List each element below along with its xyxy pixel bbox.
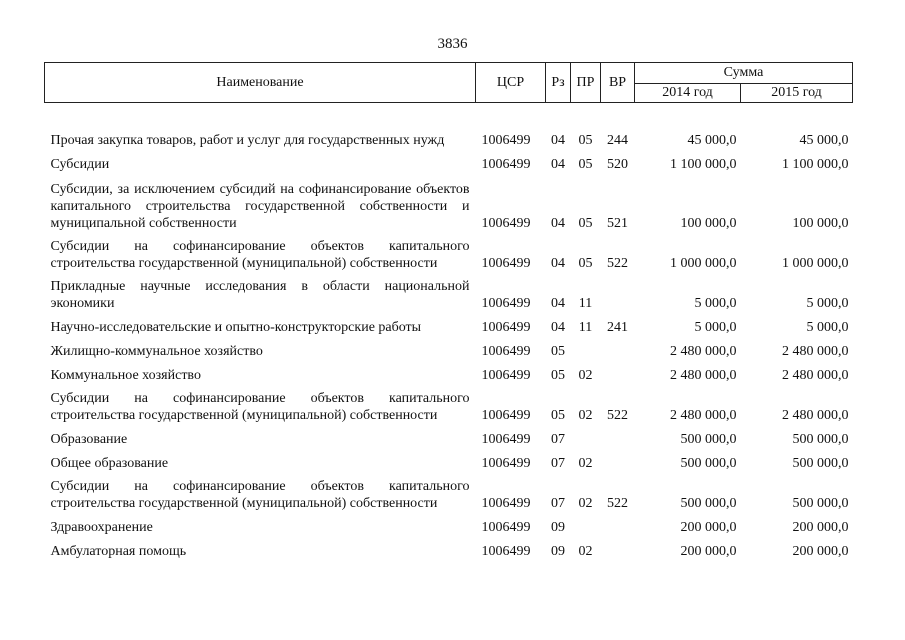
table-row xyxy=(45,103,853,150)
row-csr: 1006499 xyxy=(481,157,531,172)
row-sum-2015: 200 000,0 xyxy=(792,544,849,559)
row-sum-2015: 500 000,0 xyxy=(792,456,849,471)
row-name: Прочая закупка товаров, работ и услуг для государственных нужд xyxy=(50,133,445,148)
header-sum: Сумма xyxy=(635,63,853,84)
row-sum-2014: 2 480 000,0 xyxy=(670,408,737,423)
row-sum-2014: 200 000,0 xyxy=(680,544,737,559)
row-name: Жилищно-коммунальное хозяйство xyxy=(50,344,263,359)
row-rz: 07 xyxy=(551,496,565,511)
row-csr: 1006499 xyxy=(481,216,531,231)
row-csr: 1006499 xyxy=(481,408,531,423)
row-pr: 05 xyxy=(578,157,593,172)
row-vr: 522 xyxy=(607,496,628,511)
row-sum-2014: 5 000,0 xyxy=(694,296,737,311)
row-sum-2015: 1 000 000,0 xyxy=(782,256,849,271)
row-vr xyxy=(601,536,635,560)
row-rz: 05 xyxy=(551,344,565,359)
table-body xyxy=(45,103,853,561)
table-row xyxy=(45,312,853,336)
table-row xyxy=(45,336,853,360)
row-csr: 1006499 xyxy=(481,368,531,383)
page-number: 3836 xyxy=(437,36,468,52)
header-year-2015: 2015 год xyxy=(741,84,853,103)
row-pr: 11 xyxy=(578,320,593,335)
row-csr: 1006499 xyxy=(481,256,531,271)
row-csr: 1006499 xyxy=(481,344,531,359)
row-rz: 05 xyxy=(551,408,565,423)
row-name: Коммунальное хозяйство xyxy=(50,368,201,383)
table-row xyxy=(45,360,853,384)
header-year-2014: 2014 год xyxy=(635,84,741,103)
row-sum-2014: 500 000,0 xyxy=(680,432,737,447)
row-rz: 05 xyxy=(551,368,565,383)
table-header xyxy=(45,63,853,103)
row-vr xyxy=(601,512,635,536)
row-pr: 11 xyxy=(578,296,593,311)
row-csr: 1006499 xyxy=(481,496,531,511)
table-row xyxy=(45,536,853,560)
row-vr: 241 xyxy=(607,320,628,335)
header-vr: ВР xyxy=(601,63,635,103)
row-rz: 07 xyxy=(551,432,565,447)
row-name: Образование xyxy=(50,432,128,447)
row-sum-2015: 100 000,0 xyxy=(792,216,849,231)
row-rz: 04 xyxy=(551,296,565,311)
row-csr: 1006499 xyxy=(481,456,531,471)
row-name: Здравоохранение xyxy=(50,520,153,535)
row-rz: 09 xyxy=(551,520,565,535)
row-pr: 02 xyxy=(578,456,593,471)
row-sum-2014: 2 480 000,0 xyxy=(670,368,737,383)
row-sum-2015: 500 000,0 xyxy=(792,496,849,511)
row-csr: 1006499 xyxy=(481,432,531,447)
row-sum-2015: 2 480 000,0 xyxy=(782,344,849,359)
row-name: Научно-исследовательские и опытно-конструкторские работы xyxy=(50,320,422,335)
row-name: Субсидии xyxy=(50,157,110,172)
row-rz: 04 xyxy=(551,256,565,271)
row-name: Прикладные научные исследования в области национальной экономики xyxy=(50,279,470,311)
row-name: Субсидии на софинансирование объектов капитального строительства государственной (муниципальной) собственности xyxy=(50,391,470,423)
table-row xyxy=(45,149,853,173)
table-row xyxy=(45,472,853,512)
table-row xyxy=(45,424,853,448)
table-row xyxy=(45,384,853,424)
row-sum-2014: 500 000,0 xyxy=(680,496,737,511)
table-row xyxy=(45,232,853,272)
header-name: Наименование xyxy=(45,63,476,103)
row-pr: 02 xyxy=(578,408,593,423)
row-pr xyxy=(571,512,601,536)
row-vr: 244 xyxy=(607,133,628,148)
row-name: Общее образование xyxy=(50,456,169,471)
row-name: Субсидии на софинансирование объектов капитального строительства государственной (муниципальной) собственности xyxy=(50,239,470,271)
row-pr: 02 xyxy=(578,368,593,383)
row-rz: 04 xyxy=(551,133,565,148)
header-pr: ПР xyxy=(571,63,601,103)
row-rz: 04 xyxy=(551,320,565,335)
row-sum-2014: 200 000,0 xyxy=(680,520,737,535)
row-sum-2015: 5 000,0 xyxy=(806,320,849,335)
row-rz: 07 xyxy=(551,456,565,471)
row-sum-2014: 5 000,0 xyxy=(694,320,737,335)
row-vr: 522 xyxy=(607,256,628,271)
row-pr: 05 xyxy=(578,256,593,271)
row-name: Субсидии, за исключением субсидий на софинансирование объектов капитального строительства государственной собственности и муниципальной собственности xyxy=(50,182,470,231)
row-sum-2015: 500 000,0 xyxy=(792,432,849,447)
table-row xyxy=(45,272,853,312)
row-pr: 05 xyxy=(578,216,593,231)
row-name: Субсидии на софинансирование объектов капитального строительства государственной (муниципальной) собственности xyxy=(50,479,470,511)
row-vr xyxy=(601,448,635,472)
row-sum-2014: 45 000,0 xyxy=(687,133,737,148)
row-sum-2014: 1 100 000,0 xyxy=(670,157,737,172)
row-csr: 1006499 xyxy=(481,320,531,335)
row-csr: 1006499 xyxy=(481,520,531,535)
row-sum-2015: 2 480 000,0 xyxy=(782,368,849,383)
row-pr: 02 xyxy=(578,496,593,511)
row-sum-2015: 2 480 000,0 xyxy=(782,408,849,423)
row-pr xyxy=(571,336,601,360)
row-pr: 02 xyxy=(578,544,593,559)
row-vr: 522 xyxy=(607,408,628,423)
row-sum-2015: 45 000,0 xyxy=(799,133,849,148)
table-row xyxy=(45,448,853,472)
table-row xyxy=(45,173,853,232)
row-vr: 520 xyxy=(607,157,628,172)
row-csr: 1006499 xyxy=(481,544,531,559)
table-row xyxy=(45,512,853,536)
header-rz: Рз xyxy=(546,63,571,103)
row-sum-2014: 500 000,0 xyxy=(680,456,737,471)
row-pr xyxy=(571,424,601,448)
row-vr xyxy=(601,336,635,360)
budget-table xyxy=(44,62,853,560)
row-rz: 09 xyxy=(551,544,565,559)
row-vr: 521 xyxy=(607,216,628,231)
row-sum-2015: 5 000,0 xyxy=(806,296,849,311)
row-vr xyxy=(601,424,635,448)
row-rz: 04 xyxy=(551,216,565,231)
row-sum-2015: 200 000,0 xyxy=(792,520,849,535)
row-sum-2014: 1 000 000,0 xyxy=(670,256,737,271)
row-name: Амбулаторная помощь xyxy=(50,544,187,559)
row-vr xyxy=(601,360,635,384)
row-sum-2014: 2 480 000,0 xyxy=(670,344,737,359)
row-csr: 1006499 xyxy=(481,296,531,311)
row-csr: 1006499 xyxy=(481,133,531,148)
row-vr xyxy=(601,272,635,312)
row-rz: 04 xyxy=(551,157,565,172)
row-sum-2014: 100 000,0 xyxy=(680,216,737,231)
header-csr: ЦСР xyxy=(476,63,546,103)
row-sum-2015: 1 100 000,0 xyxy=(782,157,849,172)
row-pr: 05 xyxy=(578,133,593,148)
